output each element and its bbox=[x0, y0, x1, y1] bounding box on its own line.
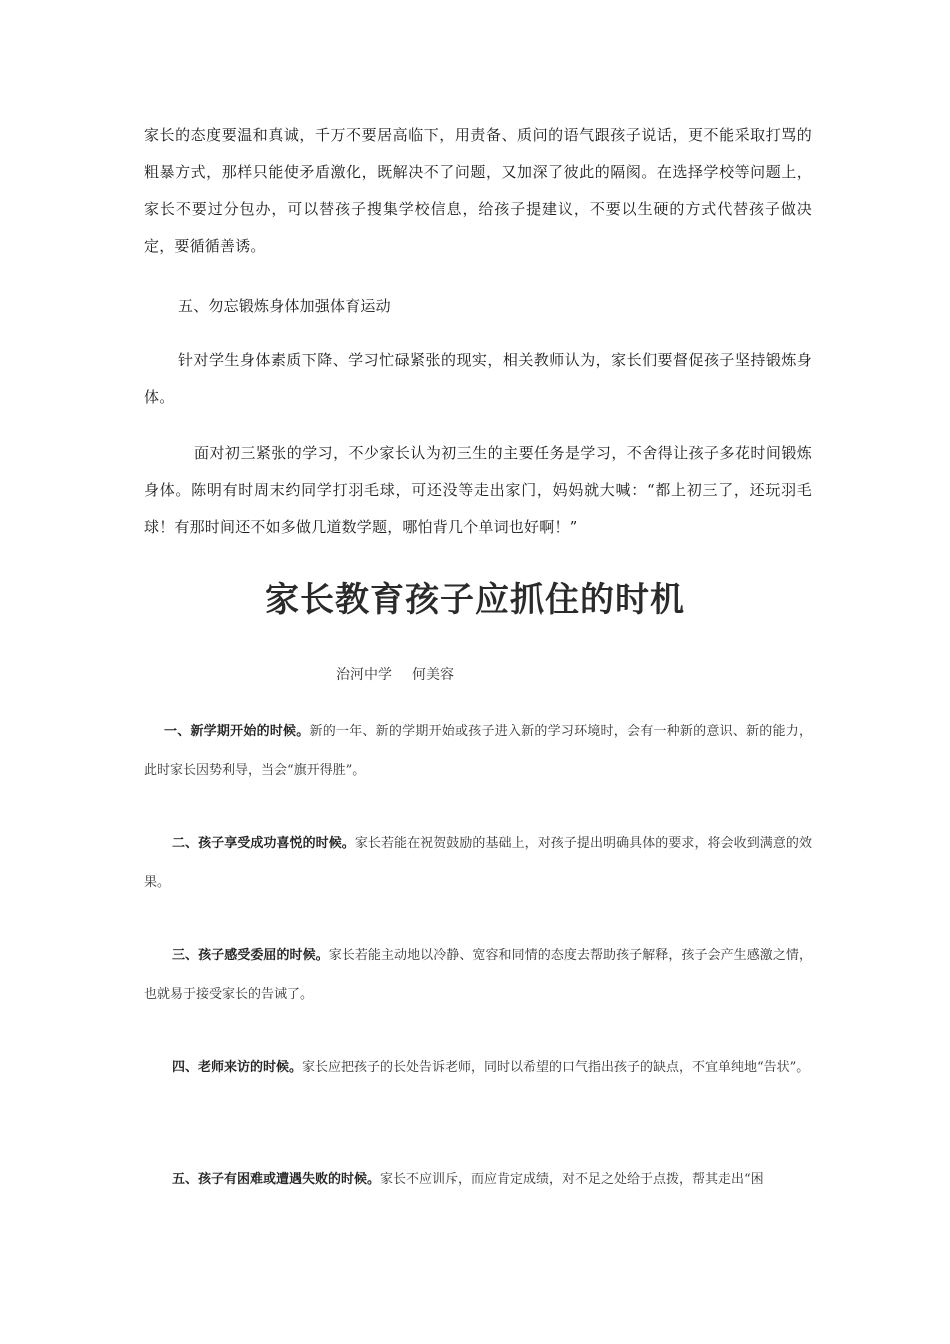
list-item bbox=[144, 712, 812, 790]
list-item-heading: 四、老师来访的时候。 bbox=[172, 1060, 303, 1075]
list-item-body: 家长应把孩子的长处告诉老师，同时以希望的口气指出孩子的缺点，不宜单纯地“告状”。 bbox=[302, 1060, 810, 1075]
list-item bbox=[144, 1160, 812, 1199]
list-item-heading: 三、孩子感受委屈的时候。 bbox=[172, 948, 329, 963]
list-item-heading: 五、孩子有困难或遭遇失败的时候。 bbox=[172, 1172, 381, 1187]
list-item-heading: 一、新学期开始的时候。 bbox=[164, 724, 310, 739]
byline-author: 何美容 bbox=[412, 667, 454, 683]
list-item bbox=[144, 936, 812, 1014]
list-item-body: 家长若能主动地以冷静、宽容和同情的态度去帮助孩子解释，孩子会产生感激之情，也就易于接受家长的告诫了。 bbox=[144, 948, 812, 1002]
body-paragraph-attitude: 家长的态度要温和真诚，千万不要居高临下，用责备、质问的语气跟孩子说话，更不能采取打骂的粗暴方式，那样只能使矛盾激化，既解决不了问题，又加深了彼此的隔阂。在选择学校等问题上，家长不要过分包办，可以替孩子搜集学校信息，给孩子提建议，不要以生硬的方式代替孩子做决定，要循循善诱。 bbox=[144, 126, 812, 255]
byline bbox=[336, 664, 454, 686]
article-title: 家长教育孩子应抓住的时机 bbox=[265, 580, 685, 620]
body-paragraph-teachers-advice: 针对学生身体素质下降、学习忙碌紧张的现实，相关教师认为，家长们要督促孩子坚持锻炼身体。 bbox=[144, 351, 812, 406]
list-item-body: 新的一年、新的学期开始或孩子进入新的学习环境时，会有一种新的意识、新的能力，此时家长因势利导，当会“旗开得胜”。 bbox=[144, 724, 812, 778]
list-item bbox=[144, 824, 812, 902]
byline-school: 治河中学 bbox=[336, 667, 392, 683]
list-item-heading: 二、孩子享受成功喜悦的时候。 bbox=[172, 836, 355, 851]
body-paragraph-example: 面对初三紧张的学习，不少家长认为初三生的主要任务是学习，不舍得让孩子多花时间锻炼身体。陈明有时周末约同学打羽毛球，可还没等走出家门，妈妈就大喊：“都上初三了，还玩羽毛球！有那时间还不如多做几道数学题，哪怕背几个单词也好啊！” bbox=[144, 444, 812, 536]
list-item-body: 家长若能在祝贺鼓励的基础上，对孩子提出明确具体的要求，将会收到满意的效果。 bbox=[144, 836, 812, 890]
list-item-body: 家长不应训斥，而应肯定成绩，对不足之处给于点拨，帮其走出“困 bbox=[380, 1172, 764, 1187]
section-heading-exercise: 五、勿忘锻炼身体加强体育运动 bbox=[178, 297, 391, 315]
list-item bbox=[144, 1048, 812, 1087]
